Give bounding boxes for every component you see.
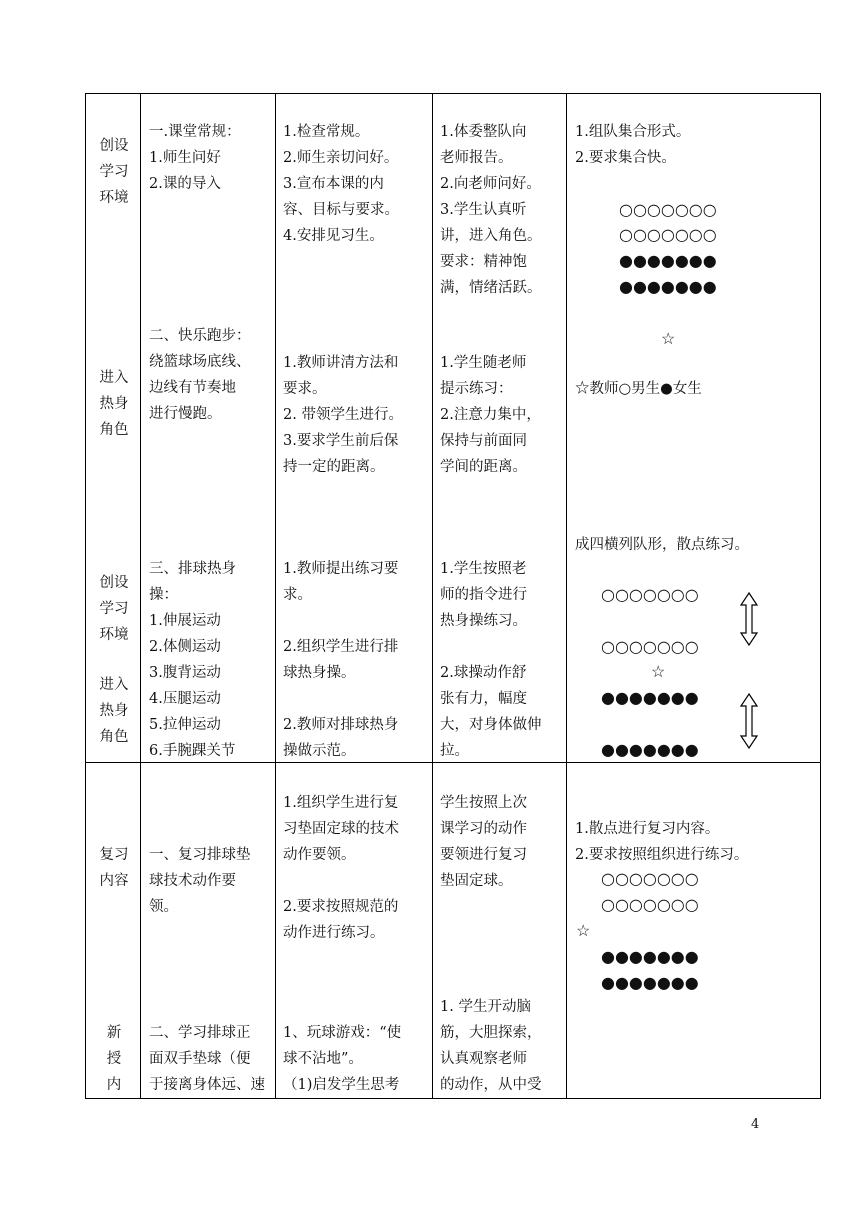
content-text: 三、排球热身 操： 1.伸展运动 2.体侧运动 3.腹背运动 4.压腿运动 5.拉伸运动 6.手腕踝关节 bbox=[149, 561, 236, 759]
formation-row-girls: ●●●●●●● bbox=[601, 973, 699, 992]
column-divider bbox=[566, 93, 567, 1099]
table-right-border bbox=[820, 93, 821, 1099]
organization-text: 成四横列队形，散点练习。 bbox=[575, 537, 749, 553]
section-label: 进入 热身 角色 bbox=[99, 370, 129, 438]
teacher-activity-text: 1.组织学生进行复 习垫固定球的技术 动作要领。 2.要求按照规范的 动作进行练习。 bbox=[283, 795, 399, 941]
section-label: 进入 热身 角色 bbox=[99, 677, 129, 745]
teacher-activity-text: 1.教师提出练习要 求。 2.组织学生进行排 球热身操。 2.教师对排球热身 操做示范。 bbox=[283, 561, 399, 759]
section-label: 新 授 内 bbox=[106, 1025, 122, 1093]
teacher-activity-text: 1、玩球游戏：“使 球不沾地”。 （1)启发学生思考 bbox=[283, 1025, 402, 1093]
teacher-star-icon: ☆ bbox=[576, 921, 591, 940]
student-activity-text: 学生按照上次 课学习的动作 要领进行复习 垫固定球。 bbox=[440, 795, 527, 889]
student-activity-text: 1.学生随老师 提示练习： 2.注意力集中， 保持与前面同 学间的距离。 bbox=[440, 355, 541, 475]
column-divider bbox=[275, 93, 276, 1099]
table-left-border bbox=[85, 93, 86, 1099]
column-divider bbox=[140, 93, 141, 1099]
column-divider bbox=[432, 93, 433, 1099]
content-text: 二、学习排球正 面双手垫球（便 于接离身体远、速 bbox=[149, 1025, 265, 1093]
table-top-border bbox=[85, 93, 821, 94]
formation-row-boys: ○○○○○○○ bbox=[619, 200, 717, 219]
formation-row-girls: ●●●●●●● bbox=[601, 688, 699, 707]
organization-text: 1.散点进行复习内容。 2.要求按照组织进行练习。 bbox=[575, 821, 749, 863]
table-bottom-border bbox=[85, 1098, 821, 1099]
teacher-activity-text: 1.教师讲清方法和 要求。 2. 带领学生进行。 3.要求学生前后保 持一定的距离。 bbox=[283, 355, 403, 475]
double-arrow-icon bbox=[739, 592, 759, 646]
content-text: 一.课堂常规： 1.师生问好 2.课的导入 bbox=[149, 124, 241, 192]
formation-row-girls: ●●●●●●● bbox=[601, 947, 699, 966]
formation-row-girls: ●●●●●●● bbox=[601, 740, 699, 759]
double-arrow-icon bbox=[739, 693, 759, 749]
section-label: 创设 学习 环境 bbox=[99, 138, 129, 206]
student-activity-text: 1.体委整队向 老师报告。 2.向老师问好。 3.学生认真听 讲，进入角色。 要求：精神饱 满，情绪活跃。 bbox=[440, 124, 542, 296]
formation-row-boys: ○○○○○○○ bbox=[619, 225, 717, 244]
teacher-activity-text: 1.检查常规。 2.师生亲切问好。 3.宣布本课的内 容、目标与要求。 4.安排见习生。 bbox=[283, 124, 399, 244]
formation-row-boys: ○○○○○○○ bbox=[601, 637, 699, 656]
teacher-star-icon: ☆ bbox=[651, 662, 666, 681]
formation-row-boys: ○○○○○○○ bbox=[601, 585, 699, 604]
content-text: 二、快乐跑步： 绕篮球场底线、 边线有节奏地 进行慢跑。 bbox=[149, 328, 251, 422]
formation-row-boys: ○○○○○○○ bbox=[601, 895, 699, 914]
content-text: 一、复习排球垫 球技术动作要 领。 bbox=[149, 847, 251, 915]
student-activity-text: 1.学生按照老 师的指令进行 热身操练习。 2.球操动作舒 张有力，幅度 大，对身体做伸 拉。 bbox=[440, 561, 542, 759]
section-label: 复习 内容 bbox=[99, 847, 129, 889]
formation-legend: ☆教师○男生●女生 bbox=[575, 381, 702, 397]
formation-row-girls: ●●●●●●● bbox=[619, 251, 717, 270]
organization-text: 1.组队集合形式。 2.要求集合快。 bbox=[575, 124, 691, 166]
teacher-star-icon: ☆ bbox=[661, 329, 676, 348]
student-activity-text: 1. 学生开动脑 筋，大胆探索， 认真观察老师 的动作，从中受 bbox=[440, 999, 542, 1093]
section-label: 创设 学习 环境 bbox=[99, 575, 129, 643]
formation-row-girls: ●●●●●●● bbox=[619, 277, 717, 296]
formation-row-boys: ○○○○○○○ bbox=[601, 869, 699, 888]
page-number: 4 bbox=[751, 1117, 760, 1132]
